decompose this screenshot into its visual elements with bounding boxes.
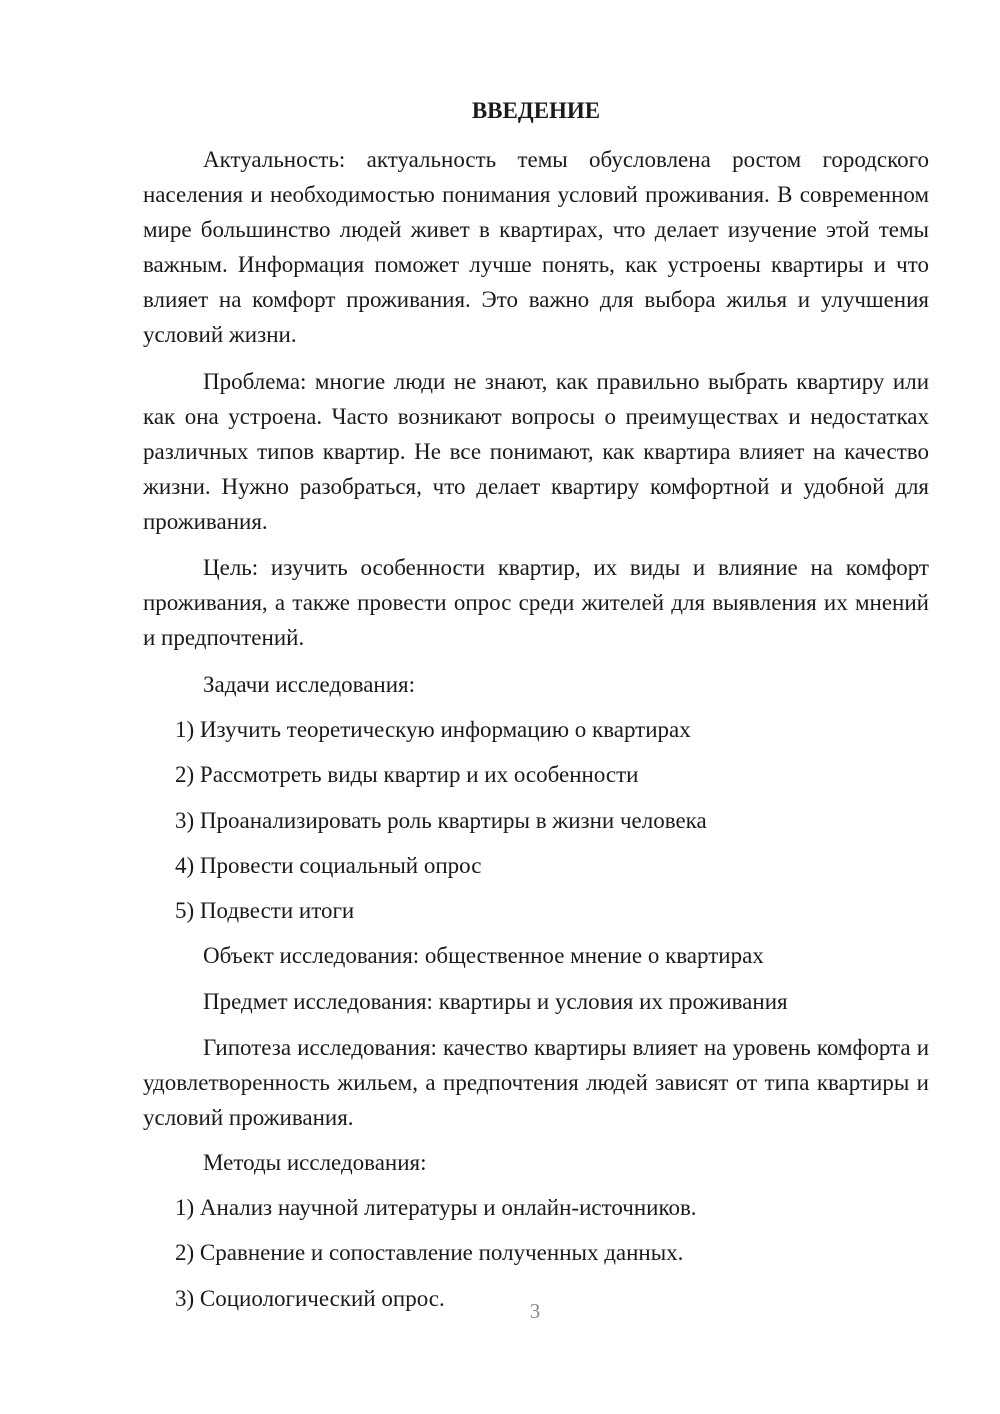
page-number: 3 [529, 1299, 541, 1323]
document-page [143, 0, 929, 1414]
method-item: 2) Сравнение и сопоставление полученных данных. [175, 1240, 684, 1265]
task-item: 1) Изучить теоретическую информацию о квартирах [175, 717, 691, 742]
goal-paragraph: Цель: изучить особенности квартир, их виды и влияние на комфорт проживания, а также провести опрос среди жителей для выявления их мнений и предпочтений. [143, 555, 929, 650]
method-item: 1) Анализ научной литературы и онлайн-источников. [175, 1195, 697, 1220]
problem-paragraph: Проблема: многие люди не знают, как правильно выбрать квартиру или как она устроена. Часто возникают вопросы о преимуществах и недостатках различных типов квартир. Не все понимают, как квартира влияет на качество жизни. Нужно разобраться, что делает квартиру комфортной и удобной для проживания. [143, 369, 929, 534]
hypothesis-paragraph: Гипотеза исследования: качество квартиры влияет на уровень комфорта и удовлетворенность жильем, а предпочтения людей зависят от типа квартиры и условий проживания. [143, 1035, 929, 1130]
task-item: 5) Подвести итоги [175, 898, 355, 923]
methods-label: Методы исследования: [203, 1150, 427, 1175]
task-item: 2) Рассмотреть виды квартир и их особенности [175, 762, 639, 787]
subject-line: Предмет исследования: квартиры и условия их проживания [203, 989, 788, 1014]
relevance-paragraph: Актуальность: актуальность темы обусловлена ростом городского населения и необходимостью понимания условий проживания. В современном мире большинство людей живет в квартирах, что делает изучение этой темы важным. Информация поможет лучше понять, как устроены квартиры и что влияет на комфорт проживания. Это важно для выбора жилья и улучшения условий жизни. [143, 147, 929, 347]
object-line: Объект исследования: общественное мнение о квартирах [203, 943, 764, 968]
page-heading: ВВЕДЕНИЕ [471, 98, 601, 123]
tasks-label: Задачи исследования: [203, 672, 416, 697]
task-item: 3) Проанализировать роль квартиры в жизни человека [175, 808, 707, 833]
method-item: 3) Социологический опрос. [175, 1286, 445, 1311]
task-item: 4) Провести социальный опрос [175, 853, 482, 878]
